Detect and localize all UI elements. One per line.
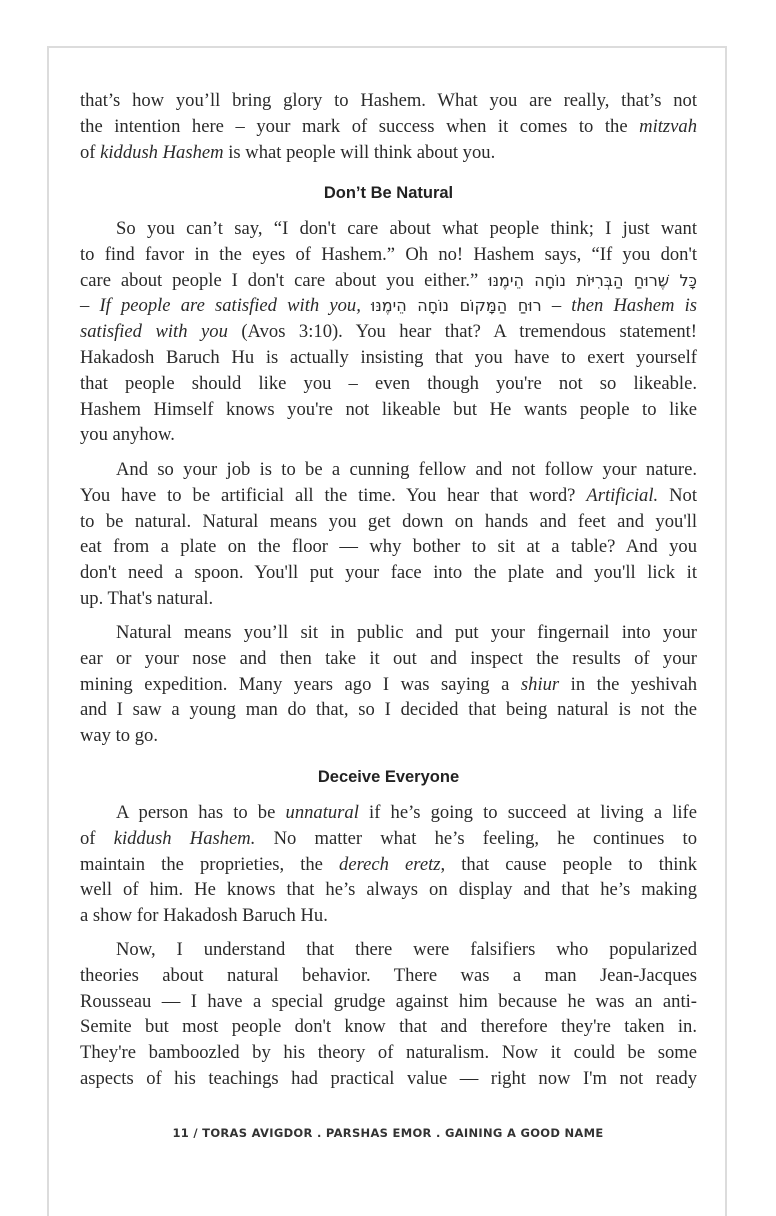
text-segment: mining expedition. Many years ago I was saying a xyxy=(80,673,521,695)
italic-text: unnatural xyxy=(285,802,359,823)
hebrew-text: רוּחַ הַמָּקוֹם נוֹחָה הֵימֶנּוּ xyxy=(371,296,542,316)
text-segment: up. That's natural. xyxy=(80,587,214,609)
section-heading: Deceive Everyone xyxy=(317,768,460,786)
section-heading: Don’t Be Natural xyxy=(323,184,454,202)
text-segment: A person has to be xyxy=(116,802,286,823)
italic-text: kiddush Hashem. xyxy=(113,827,256,849)
text-line xyxy=(80,114,697,140)
text-segment: of xyxy=(80,827,114,849)
italic-text: – If people are satisfied with you, xyxy=(80,295,372,317)
text-segment: So you can’t say, “I don't care about what people think; I just want xyxy=(116,218,697,239)
text-line xyxy=(80,903,697,929)
text-line xyxy=(80,877,697,903)
page-footer: 11 / TORAS AVIGDOR . PARSHAS EMOR . GAINING A GOOD NAME xyxy=(172,1126,604,1140)
text-segment: if he’s going to succeed at living a life xyxy=(358,802,698,823)
text-line xyxy=(80,1014,697,1040)
text-segment: a show for Hakadosh Baruch Hu. xyxy=(80,905,328,927)
text-segment: They're bamboozled by his theory of naturalism. Now it could be some xyxy=(80,1042,697,1064)
text-segment: theories about natural behavior. There was a man Jean-Jacques xyxy=(80,964,697,986)
italic-text: satisfied with you xyxy=(80,321,228,343)
text-line xyxy=(80,963,697,989)
text-line xyxy=(80,852,697,878)
hebrew-text: כָּל שֶׁרוּחַ הַבְּרִיּוֹת נוֹחָה הֵימֶנּוּ xyxy=(488,270,697,290)
text-line xyxy=(80,723,697,749)
paragraph xyxy=(80,216,697,448)
text-line xyxy=(80,620,697,646)
text-line xyxy=(80,989,697,1015)
text-segment: Hashem Himself knows you're not likeable but He wants people to like xyxy=(80,398,697,420)
text-line xyxy=(80,457,697,483)
text-line xyxy=(80,371,697,397)
text-line xyxy=(80,826,697,852)
text-segment: And so your job is to be a cunning fellow and not follow your nature. xyxy=(116,459,697,480)
text-segment: well of him. He knows that he’s always on display and that he’s making xyxy=(80,879,697,901)
text-segment: to find favor in the eyes of Hashem.” Oh no! Hashem says, “If you don't xyxy=(80,243,697,265)
text-segment: Now, I understand that there were falsifiers who popularized xyxy=(116,939,697,960)
text-line xyxy=(80,319,697,345)
italic-text: Artificial. xyxy=(586,484,659,506)
paragraph xyxy=(80,88,697,165)
text-line xyxy=(80,140,697,166)
text-segment: way to go. xyxy=(80,725,158,747)
italic-text: derech eretz xyxy=(339,853,441,875)
text-segment: of xyxy=(80,141,101,163)
text-segment: the intention here – your mark of success when it comes to the xyxy=(80,115,640,137)
text-line xyxy=(80,1066,697,1092)
text-segment: don't need a spoon. You'll put your face into the plate and you'll lick it xyxy=(80,562,697,584)
italic-text: kiddush Hashem xyxy=(100,141,224,163)
text-segment: aspects of his teachings had practical value — right now I'm not ready xyxy=(80,1067,697,1089)
text-line xyxy=(80,216,697,242)
text-line xyxy=(80,509,697,535)
text-segment: you anyhow. xyxy=(80,424,175,446)
text-segment: Not xyxy=(658,484,697,506)
paragraph xyxy=(80,620,697,749)
text-line xyxy=(80,560,697,586)
text-line xyxy=(80,397,697,423)
text-segment: maintain the proprieties, the xyxy=(80,853,340,875)
text-line xyxy=(80,422,697,448)
text-segment: in the yeshivah xyxy=(559,673,698,695)
text-line xyxy=(80,483,697,509)
text-segment: care about people I don't care about you either.” xyxy=(80,269,489,291)
text-line xyxy=(80,697,697,723)
italic-text: – then Hashem is xyxy=(541,295,697,317)
paragraph xyxy=(80,457,697,612)
text-line xyxy=(80,242,697,268)
text-line xyxy=(80,534,697,560)
text-segment: Hakadosh Baruch Hu is actually insisting that you have to exert yourself xyxy=(80,346,697,368)
text-segment: (Avos 3:10). You hear that? A tremendous statement! xyxy=(227,321,697,343)
text-line xyxy=(80,345,697,371)
text-segment: that’s how you’ll bring glory to Hashem. What you are really, that’s not xyxy=(80,90,697,111)
text-segment: Natural means you’ll sit in public and put your fingernail into your xyxy=(116,622,697,643)
text-line xyxy=(80,268,697,294)
italic-text: mitzvah xyxy=(639,115,697,137)
text-line xyxy=(80,672,697,698)
text-line xyxy=(80,1040,697,1066)
text-segment: and I saw a young man do that, so I decided that being natural is not the xyxy=(80,699,697,721)
text-segment: eat from a plate on the floor — why bother to sit at a table? And you xyxy=(80,536,697,558)
text-line xyxy=(80,937,697,963)
text-segment: , that cause people to think xyxy=(440,853,698,875)
paragraph xyxy=(80,937,697,1092)
text-line xyxy=(80,800,697,826)
text-line xyxy=(80,646,697,672)
text-segment: that people should like you – even though you're not so likeable. xyxy=(80,372,697,394)
text-segment: is what people will think about you. xyxy=(223,141,496,163)
text-segment: You have to be artificial all the time. You hear that word? xyxy=(80,484,587,506)
paragraph xyxy=(80,800,697,929)
text-segment: ear or your nose and then take it out and inspect the results of your xyxy=(80,647,697,669)
text-line xyxy=(80,88,697,114)
text-segment: Semite but most people don't know that and therefore they're taken in. xyxy=(80,1016,697,1038)
italic-text: shiur xyxy=(520,673,560,695)
text-segment: to be natural. Natural means you get down on hands and feet and you'll xyxy=(80,510,697,532)
text-line xyxy=(80,586,697,612)
text-line xyxy=(80,293,697,319)
text-segment: Rousseau — I have a special grudge against him because he was an anti- xyxy=(80,990,697,1012)
text-segment: No matter what he’s feeling, he continues to xyxy=(255,827,698,849)
